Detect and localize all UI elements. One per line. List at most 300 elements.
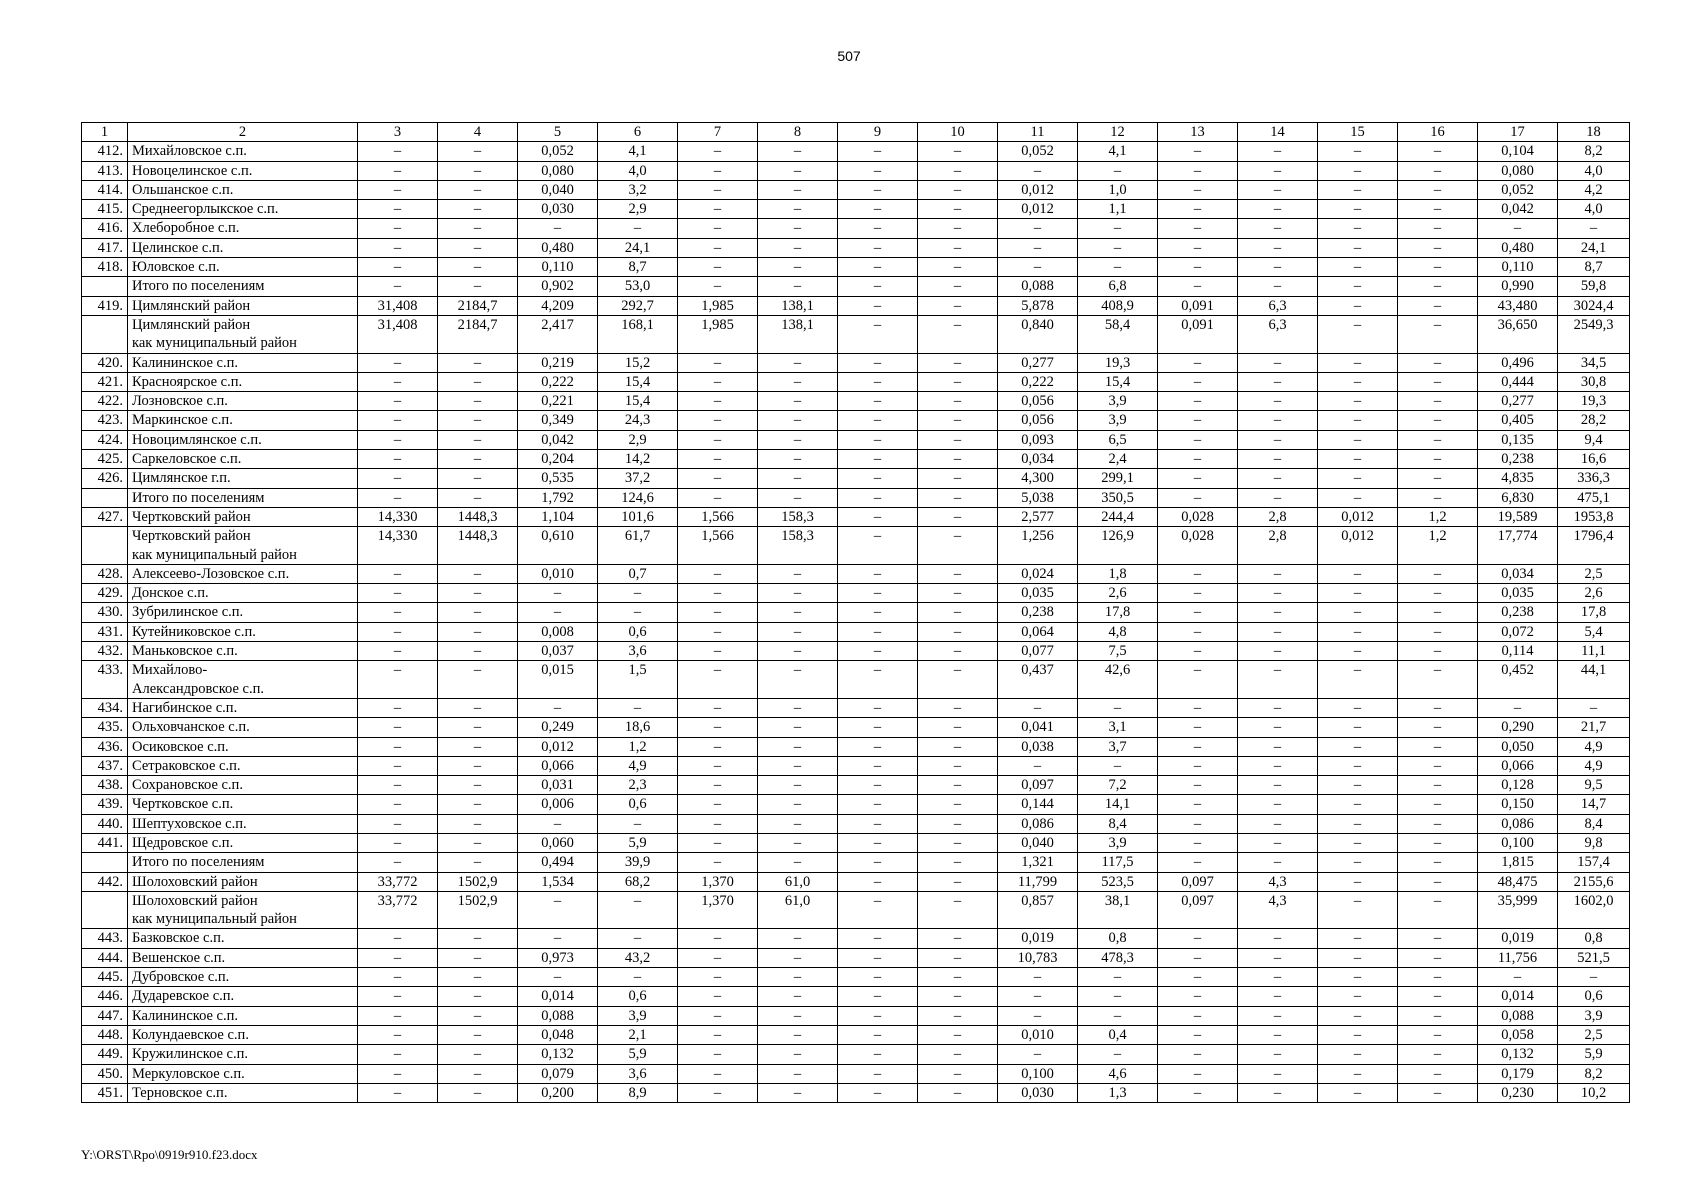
value-cell: – (838, 180, 918, 199)
row-number-cell: 415. (82, 200, 128, 219)
value-cell: – (918, 564, 998, 583)
value-cell: – (758, 142, 838, 161)
row-number-cell: 427. (82, 507, 128, 526)
settlement-name-cell: Кружилинское с.п. (128, 1045, 358, 1064)
value-cell: – (918, 430, 998, 449)
value-cell: – (918, 527, 998, 565)
value-cell: – (358, 392, 438, 411)
value-cell: – (518, 219, 598, 238)
column-number-cell: 9 (838, 123, 918, 142)
value-cell: – (1238, 180, 1318, 199)
column-number-cell: 15 (1318, 123, 1398, 142)
value-cell: 35,999 (1478, 891, 1558, 929)
value-cell: – (678, 469, 758, 488)
value-cell: 0,857 (998, 891, 1078, 929)
value-cell: – (678, 718, 758, 737)
value-cell: 0,405 (1478, 411, 1558, 430)
value-cell: – (1398, 1083, 1478, 1102)
value-cell: – (1398, 1064, 1478, 1083)
value-cell: 0,015 (518, 661, 598, 699)
value-cell: – (918, 698, 998, 717)
value-cell: 43,480 (1478, 296, 1558, 315)
value-cell: 0,012 (998, 180, 1078, 199)
value-cell: – (438, 661, 518, 699)
table-row (82, 315, 1630, 353)
value-cell: – (1158, 737, 1238, 756)
value-cell: – (1318, 737, 1398, 756)
value-cell: 1502,9 (438, 891, 518, 929)
value-cell: – (358, 142, 438, 161)
value-cell: 3,7 (1078, 737, 1158, 756)
value-cell: – (358, 814, 438, 833)
column-number-cell: 12 (1078, 123, 1158, 142)
value-cell: – (1398, 219, 1478, 238)
value-cell: 8,4 (1558, 814, 1630, 833)
value-cell: 0,091 (1158, 296, 1238, 315)
column-number-cell: 16 (1398, 123, 1478, 142)
value-cell: – (1318, 219, 1398, 238)
value-cell: 4,9 (1558, 756, 1630, 775)
value-cell: – (1318, 1025, 1398, 1044)
value-cell: 0,128 (1478, 776, 1558, 795)
page-number: 507 (837, 48, 861, 64)
value-cell: – (438, 776, 518, 795)
table-row (82, 353, 1630, 372)
value-cell: – (918, 718, 998, 737)
value-cell: 0,031 (518, 776, 598, 795)
value-cell: 5,038 (998, 488, 1078, 507)
value-cell: – (358, 642, 438, 661)
value-cell: 0,080 (1478, 161, 1558, 180)
value-cell: 2,9 (598, 200, 678, 219)
value-cell: – (1318, 795, 1398, 814)
value-cell: 0,088 (1478, 1006, 1558, 1025)
value-cell: 33,772 (358, 872, 438, 891)
value-cell: – (1318, 776, 1398, 795)
value-cell: – (1158, 622, 1238, 641)
table-row (82, 948, 1630, 967)
value-cell: 6,3 (1238, 315, 1318, 353)
value-cell: – (838, 353, 918, 372)
value-cell: – (1318, 372, 1398, 391)
value-cell: 0,8 (1078, 929, 1158, 948)
value-cell: – (758, 258, 838, 277)
row-number-cell: 429. (82, 584, 128, 603)
value-cell: – (438, 622, 518, 641)
value-cell: – (438, 1083, 518, 1102)
value-cell: – (1158, 814, 1238, 833)
value-cell: – (438, 968, 518, 987)
value-cell: – (678, 1006, 758, 1025)
value-cell: – (838, 1045, 918, 1064)
value-cell: 0,050 (1478, 737, 1558, 756)
row-number-cell: 446. (82, 987, 128, 1006)
value-cell: – (1398, 718, 1478, 737)
value-cell: 0,110 (1478, 258, 1558, 277)
value-cell: – (598, 698, 678, 717)
value-cell: 0,100 (1478, 833, 1558, 852)
value-cell: 6,8 (1078, 277, 1158, 296)
settlement-name-cell: Шептуховское с.п. (128, 814, 358, 833)
value-cell: 4,209 (518, 296, 598, 315)
value-cell: 4,6 (1078, 1064, 1158, 1083)
value-cell: 42,6 (1078, 661, 1158, 699)
settlement-name-cell: Донское с.п. (128, 584, 358, 603)
settlement-name-cell: Калининское с.п. (128, 1006, 358, 1025)
value-cell: – (918, 1064, 998, 1083)
value-cell: – (838, 488, 918, 507)
value-cell: – (918, 161, 998, 180)
table-row (82, 872, 1630, 891)
settlement-name-cell: Шолоховский район (128, 872, 358, 891)
value-cell: – (1078, 698, 1158, 717)
row-number-cell: 417. (82, 238, 128, 257)
value-cell: – (1318, 296, 1398, 315)
value-cell: – (838, 929, 918, 948)
value-cell: – (358, 258, 438, 277)
value-cell: – (918, 258, 998, 277)
table-row (82, 142, 1630, 161)
value-cell: – (838, 527, 918, 565)
value-cell: 0,028 (1158, 507, 1238, 526)
value-cell: – (1318, 430, 1398, 449)
value-cell: 5,9 (598, 833, 678, 852)
row-number-cell: 441. (82, 833, 128, 852)
value-cell: 0,060 (518, 833, 598, 852)
value-cell: – (1158, 430, 1238, 449)
row-number-cell: 424. (82, 430, 128, 449)
value-cell: – (1398, 469, 1478, 488)
value-cell: 0,056 (998, 392, 1078, 411)
settlement-name-cell: Новоцимлянское с.п. (128, 430, 358, 449)
settlement-name-cell: Сетраковское с.п. (128, 756, 358, 775)
value-cell: – (1398, 776, 1478, 795)
value-cell: – (758, 622, 838, 641)
footer-file-path: Y:\ORST\Rpo\0919r910.f23.docx (81, 1147, 258, 1162)
value-cell: 9,4 (1558, 430, 1630, 449)
value-cell: – (678, 853, 758, 872)
value-cell: – (838, 603, 918, 622)
table-row (82, 776, 1630, 795)
value-cell: 168,1 (598, 315, 678, 353)
value-cell: – (678, 450, 758, 469)
row-number-cell: 445. (82, 968, 128, 987)
table-row (82, 929, 1630, 948)
value-cell: 0,480 (1478, 238, 1558, 257)
value-cell: – (1158, 277, 1238, 296)
value-cell: – (1318, 1083, 1398, 1102)
value-cell: – (438, 833, 518, 852)
value-cell: – (918, 1045, 998, 1064)
value-cell: – (1238, 603, 1318, 622)
settlement-name-cell: Колундаевское с.п. (128, 1025, 358, 1044)
value-cell: 4,1 (598, 142, 678, 161)
settlement-name-cell: Зубрилинское с.п. (128, 603, 358, 622)
value-cell: 0,010 (998, 1025, 1078, 1044)
table-row (82, 392, 1630, 411)
value-cell: – (1398, 200, 1478, 219)
value-cell: – (438, 1025, 518, 1044)
value-cell: – (1158, 1045, 1238, 1064)
value-cell: 38,1 (1078, 891, 1158, 929)
value-cell: 4,3 (1238, 872, 1318, 891)
value-cell: 34,5 (1558, 353, 1630, 372)
value-cell: – (1158, 258, 1238, 277)
value-cell: – (758, 814, 838, 833)
value-cell: – (998, 968, 1078, 987)
value-cell: – (1238, 737, 1318, 756)
value-cell: – (1398, 1045, 1478, 1064)
value-cell: – (1398, 795, 1478, 814)
value-cell: 0,219 (518, 353, 598, 372)
value-cell: – (1398, 238, 1478, 257)
value-cell: 7,5 (1078, 642, 1158, 661)
value-cell: 15,4 (598, 372, 678, 391)
value-cell: 0,179 (1478, 1064, 1558, 1083)
value-cell: – (1238, 987, 1318, 1006)
table-row (82, 698, 1630, 717)
value-cell: 0,290 (1478, 718, 1558, 737)
value-cell: – (758, 737, 838, 756)
value-cell: 0,494 (518, 853, 598, 872)
value-cell: 4,9 (1558, 737, 1630, 756)
value-cell: – (1158, 833, 1238, 852)
value-cell: 299,1 (1078, 469, 1158, 488)
value-cell: 1,985 (678, 296, 758, 315)
value-cell: – (918, 1083, 998, 1102)
value-cell: 0,200 (518, 1083, 598, 1102)
value-cell: – (918, 795, 998, 814)
table-row (82, 661, 1630, 699)
value-cell: – (438, 584, 518, 603)
value-cell: – (598, 891, 678, 929)
row-number-cell: 425. (82, 450, 128, 469)
value-cell: – (358, 718, 438, 737)
value-cell: – (1318, 872, 1398, 891)
value-cell: – (1398, 756, 1478, 775)
value-cell: – (1318, 642, 1398, 661)
table-row (82, 430, 1630, 449)
value-cell: 1,1 (1078, 200, 1158, 219)
value-cell: – (998, 1045, 1078, 1064)
value-cell: 0,452 (1478, 661, 1558, 699)
value-cell: – (758, 948, 838, 967)
value-cell: 0,086 (998, 814, 1078, 833)
settlement-name-cell: Хлеборобное с.п. (128, 219, 358, 238)
value-cell: – (438, 853, 518, 872)
value-cell: – (1318, 929, 1398, 948)
value-cell: – (358, 1006, 438, 1025)
value-cell: 0,014 (1478, 987, 1558, 1006)
value-cell: – (678, 795, 758, 814)
value-cell: 0,035 (998, 584, 1078, 603)
value-cell: 478,3 (1078, 948, 1158, 967)
value-cell: 0,019 (998, 929, 1078, 948)
row-number-cell: 444. (82, 948, 128, 967)
value-cell: 19,3 (1558, 392, 1630, 411)
value-cell: – (758, 603, 838, 622)
value-cell: 3,9 (598, 1006, 678, 1025)
value-cell: 10,2 (1558, 1083, 1630, 1102)
value-cell: – (518, 698, 598, 717)
value-cell: – (1238, 564, 1318, 583)
value-cell: 0,222 (518, 372, 598, 391)
value-cell: – (678, 814, 758, 833)
settlement-name-cell: Цимлянский район как муниципальный район (128, 315, 358, 353)
value-cell: – (758, 392, 838, 411)
value-cell: – (678, 353, 758, 372)
value-cell: – (758, 642, 838, 661)
table-row (82, 296, 1630, 315)
value-cell: 0,066 (1478, 756, 1558, 775)
value-cell: – (678, 833, 758, 852)
value-cell: – (1318, 1064, 1398, 1083)
value-cell: – (1238, 411, 1318, 430)
value-cell: – (918, 642, 998, 661)
value-cell: 0,097 (998, 776, 1078, 795)
settlement-name-cell: Чертковское с.п. (128, 795, 358, 814)
row-number-cell (82, 853, 128, 872)
value-cell: – (758, 776, 838, 795)
value-cell: – (758, 718, 838, 737)
value-cell: – (1158, 661, 1238, 699)
value-cell: – (918, 737, 998, 756)
value-cell: – (1398, 872, 1478, 891)
value-cell: – (838, 238, 918, 257)
column-number-cell: 13 (1158, 123, 1238, 142)
table-row (82, 1045, 1630, 1064)
value-cell: – (1078, 1045, 1158, 1064)
value-cell: – (1158, 1006, 1238, 1025)
value-cell: – (1158, 968, 1238, 987)
value-cell: – (598, 929, 678, 948)
table-row (82, 238, 1630, 257)
value-cell: 61,0 (758, 872, 838, 891)
row-number-cell: 420. (82, 353, 128, 372)
value-cell: – (838, 277, 918, 296)
settlement-name-cell: Цимлянский район (128, 296, 358, 315)
value-cell: 0,091 (1158, 315, 1238, 353)
column-number-cell: 5 (518, 123, 598, 142)
value-cell: – (758, 277, 838, 296)
settlement-name-cell: Сохрановское с.п. (128, 776, 358, 795)
table-row (82, 258, 1630, 277)
value-cell: – (358, 737, 438, 756)
value-cell: 0,066 (518, 756, 598, 775)
value-cell: – (438, 603, 518, 622)
value-cell: 0,230 (1478, 1083, 1558, 1102)
value-cell: – (1158, 1083, 1238, 1102)
value-cell: – (1158, 219, 1238, 238)
value-cell: – (758, 219, 838, 238)
value-cell: – (1158, 238, 1238, 257)
value-cell: – (1158, 469, 1238, 488)
value-cell: 1,566 (678, 527, 758, 565)
value-cell: – (438, 430, 518, 449)
value-cell: 2,4 (1078, 450, 1158, 469)
value-cell: – (1238, 1083, 1318, 1102)
value-cell: – (1318, 603, 1398, 622)
value-cell: – (758, 469, 838, 488)
settlement-name-cell: Целинское с.п. (128, 238, 358, 257)
value-cell: – (838, 469, 918, 488)
value-cell: – (758, 1064, 838, 1083)
value-cell: – (838, 161, 918, 180)
value-cell: – (1158, 1025, 1238, 1044)
row-number-cell: 413. (82, 161, 128, 180)
value-cell: 0,204 (518, 450, 598, 469)
value-cell: 1,8 (1078, 564, 1158, 583)
value-cell: 10,783 (998, 948, 1078, 967)
value-cell: – (438, 372, 518, 391)
value-cell: 0,6 (1558, 987, 1630, 1006)
value-cell: – (918, 392, 998, 411)
value-cell: 292,7 (598, 296, 678, 315)
value-cell: 1,815 (1478, 853, 1558, 872)
value-cell: 5,878 (998, 296, 1078, 315)
table-row (82, 642, 1630, 661)
value-cell: – (1398, 929, 1478, 948)
value-cell: – (918, 277, 998, 296)
value-cell: 6,830 (1478, 488, 1558, 507)
value-cell: 0,277 (1478, 392, 1558, 411)
value-cell: 0,014 (518, 987, 598, 1006)
value-cell: 521,5 (1558, 948, 1630, 967)
value-cell: – (758, 661, 838, 699)
table-row (82, 469, 1630, 488)
settlement-name-cell: Михайлово- Александровское с.п. (128, 661, 358, 699)
value-cell: – (1318, 411, 1398, 430)
value-cell: 0,012 (1318, 507, 1398, 526)
value-cell: – (758, 411, 838, 430)
row-number-cell (82, 315, 128, 353)
value-cell: – (838, 622, 918, 641)
value-cell: 2,8 (1238, 507, 1318, 526)
value-cell: – (1398, 161, 1478, 180)
value-cell: – (838, 948, 918, 967)
value-cell: – (358, 929, 438, 948)
value-cell: – (758, 1006, 838, 1025)
value-cell: – (1158, 642, 1238, 661)
column-number-cell: 3 (358, 123, 438, 142)
value-cell: – (1318, 258, 1398, 277)
value-cell: – (358, 1025, 438, 1044)
value-cell: – (358, 756, 438, 775)
row-number-cell: 418. (82, 258, 128, 277)
value-cell: – (678, 737, 758, 756)
value-cell: 0,973 (518, 948, 598, 967)
value-cell: – (838, 891, 918, 929)
table-row (82, 527, 1630, 565)
value-cell: – (758, 430, 838, 449)
value-cell: – (1238, 392, 1318, 411)
value-cell: 336,3 (1558, 469, 1630, 488)
table-row (82, 737, 1630, 756)
table-row (82, 1083, 1630, 1102)
value-cell: 53,0 (598, 277, 678, 296)
value-cell: – (1398, 833, 1478, 852)
value-cell: – (918, 968, 998, 987)
value-cell: – (758, 756, 838, 775)
value-cell: 0,093 (998, 430, 1078, 449)
row-number-cell: 438. (82, 776, 128, 795)
value-cell: 1,104 (518, 507, 598, 526)
value-cell: 31,408 (358, 315, 438, 353)
value-cell: 7,2 (1078, 776, 1158, 795)
value-cell: – (1238, 584, 1318, 603)
value-cell: 2184,7 (438, 296, 518, 315)
value-cell: – (358, 1064, 438, 1083)
